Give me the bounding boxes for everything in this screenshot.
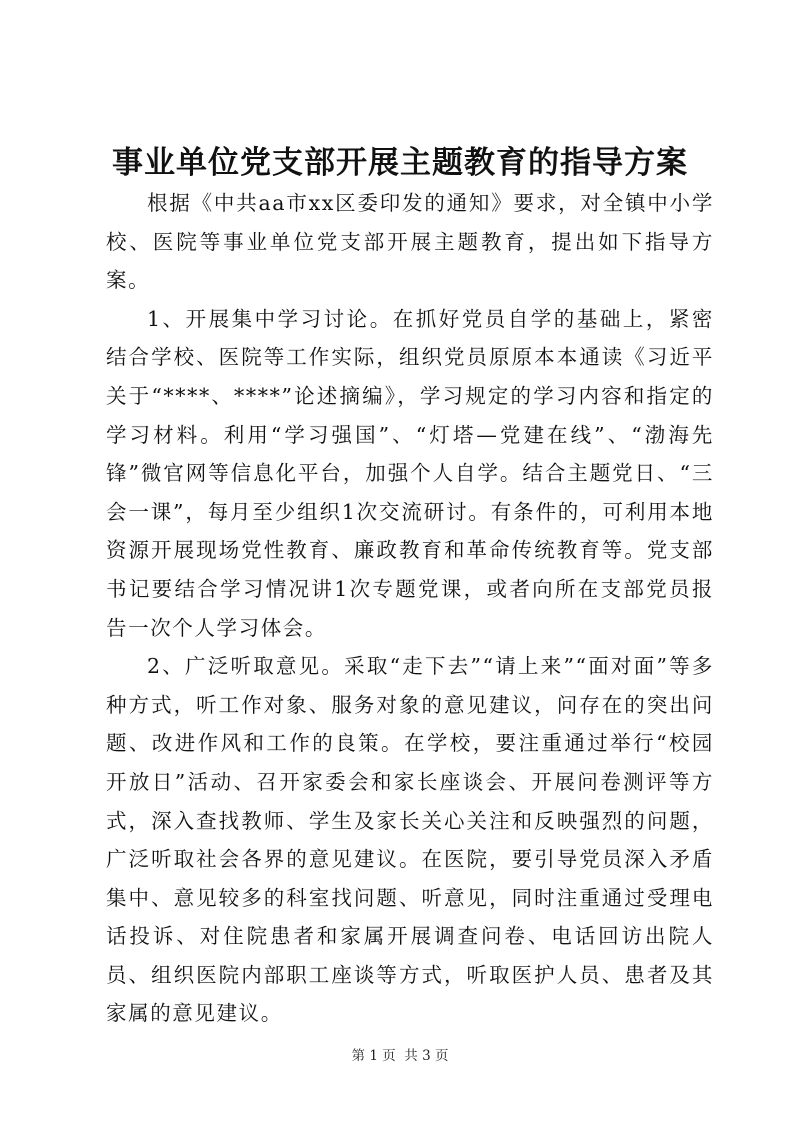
page-number-label: 第 1 页 共 3 页 <box>351 1048 449 1064</box>
paragraph-study-discussion: 1、开展集中学习讨论。在抓好党员自学的基础上，紧密结合学校、医院等工作实际，组织党员原原本本通读《习近平关于“****、****”论述摘编》，学习规定的学习内容和指定的学习材料。利用“学习强国”、“灯塔—党建在线”、“渤海先锋”微官网等信息化平台，加强个人自学。结合主题党日、“三会一课”，每月至少组织1次交流研讨。有条件的，可利用本地资源开展现场党性教育、廉政教育和革命传统教育等。党支部书记要结合学习情况讲1次专题党课，或者向所在支部党员报告一次个人学习体会。 <box>106 306 714 640</box>
document-title: 事业单位党支部开展主题教育的指导方案 <box>112 145 688 181</box>
paragraph-intro: 根据《中共aa市xx区委印发的通知》要求，对全镇中小学校、医院等事业单位党支部开展主题教育，提出如下指导方案。 <box>106 191 714 293</box>
document-body <box>106 184 714 1033</box>
page-footer <box>0 1046 800 1066</box>
paragraph-listen-opinions: 2、广泛听取意见。采取“走下去”“请上来”“面对面”等多种方式，听工作对象、服务对象的意见建议，问存在的突出问题、改进作风和工作的良策。在学校，要注重通过举行“校园开放日”活动、召开家委会和家长座谈会、开展问卷测评等方式，深入查找教师、学生及家长关心关注和反映强烈的问题，广泛听取社会各界的意见建议。在医院，要引导党员深入矛盾集中、意见较多的科室找问题、听意见，同时注重通过受理电话投诉、对住院患者和家属开展调查问卷、电话回访出院人员、组织医院内部职工座谈等方式，听取医护人员、患者及其家属的意见建议。 <box>106 654 714 1026</box>
